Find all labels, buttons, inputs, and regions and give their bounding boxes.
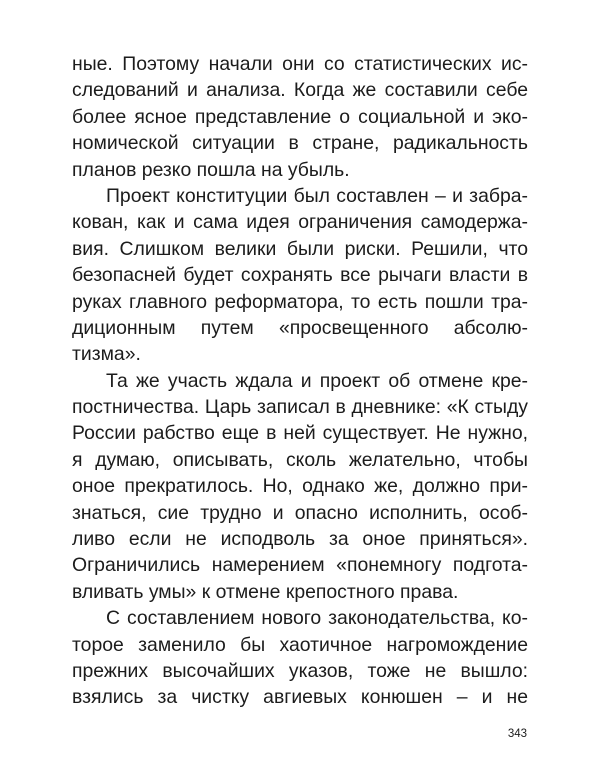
text-line: прежних высочайших указов, тоже не вышло: xyxy=(72,659,528,682)
paragraph xyxy=(72,51,528,183)
text-line: оное прекратилось. Но, однако же, должно при- xyxy=(72,475,528,498)
text-line: постничества. Царь записал в дневнике: «К стыду xyxy=(72,396,528,419)
text-line: я думаю, описывать, сколь желательно, чтобы xyxy=(72,448,528,471)
text-line: безопасней будет сохранять все рычаги власти в xyxy=(72,264,528,287)
text-line: знаться, сие трудно и опасно исполнить, особ- xyxy=(72,501,528,524)
text-line: вливать умы» к отмене крепостного права. xyxy=(72,580,459,603)
text-line: планов резко пошла на убыль. xyxy=(72,158,350,181)
text-line: кован, как и сама идея ограничения самодержа- xyxy=(72,211,528,234)
text-line: руках главного реформатора, то есть пошли тра- xyxy=(72,290,528,313)
text-line: ные. Поэтому начали они со статистических ис- xyxy=(72,53,528,75)
text-line: России рабство еще в ней существует. Не нужно, xyxy=(72,422,528,445)
text-line: Проект конституции был составлен – и забра- xyxy=(106,184,528,207)
text-line: торое заменило бы хаотичное нагромождение xyxy=(72,633,528,656)
paragraph xyxy=(72,183,528,368)
page-number: 343 xyxy=(507,728,527,740)
text-line: С составлением нового законодательства, ко- xyxy=(106,607,528,630)
body-text xyxy=(72,51,528,711)
paragraph xyxy=(72,605,528,711)
text-line: более ясное представление о социальной и эко- xyxy=(72,105,528,128)
text-line: ливо если не исподволь за оное приняться». xyxy=(72,528,528,551)
text-line: тизма». xyxy=(72,343,141,366)
text-line: вия. Слишком велики были риски. Решили, что xyxy=(72,237,528,260)
text-line: следований и анализа. Когда же составили себе xyxy=(72,79,528,102)
text-line: Та же участь ждала и проект об отмене кре- xyxy=(106,369,528,392)
text-line: Ограничились намерением «понемногу подгота- xyxy=(72,554,528,577)
paragraph xyxy=(72,368,528,606)
text-line: взялись за чистку авгиевых конюшен – и не xyxy=(72,686,528,709)
text-line: диционным путем «просвещенного абсолю- xyxy=(72,316,528,339)
text-line: номической ситуации в стране, радикальность xyxy=(72,132,528,155)
